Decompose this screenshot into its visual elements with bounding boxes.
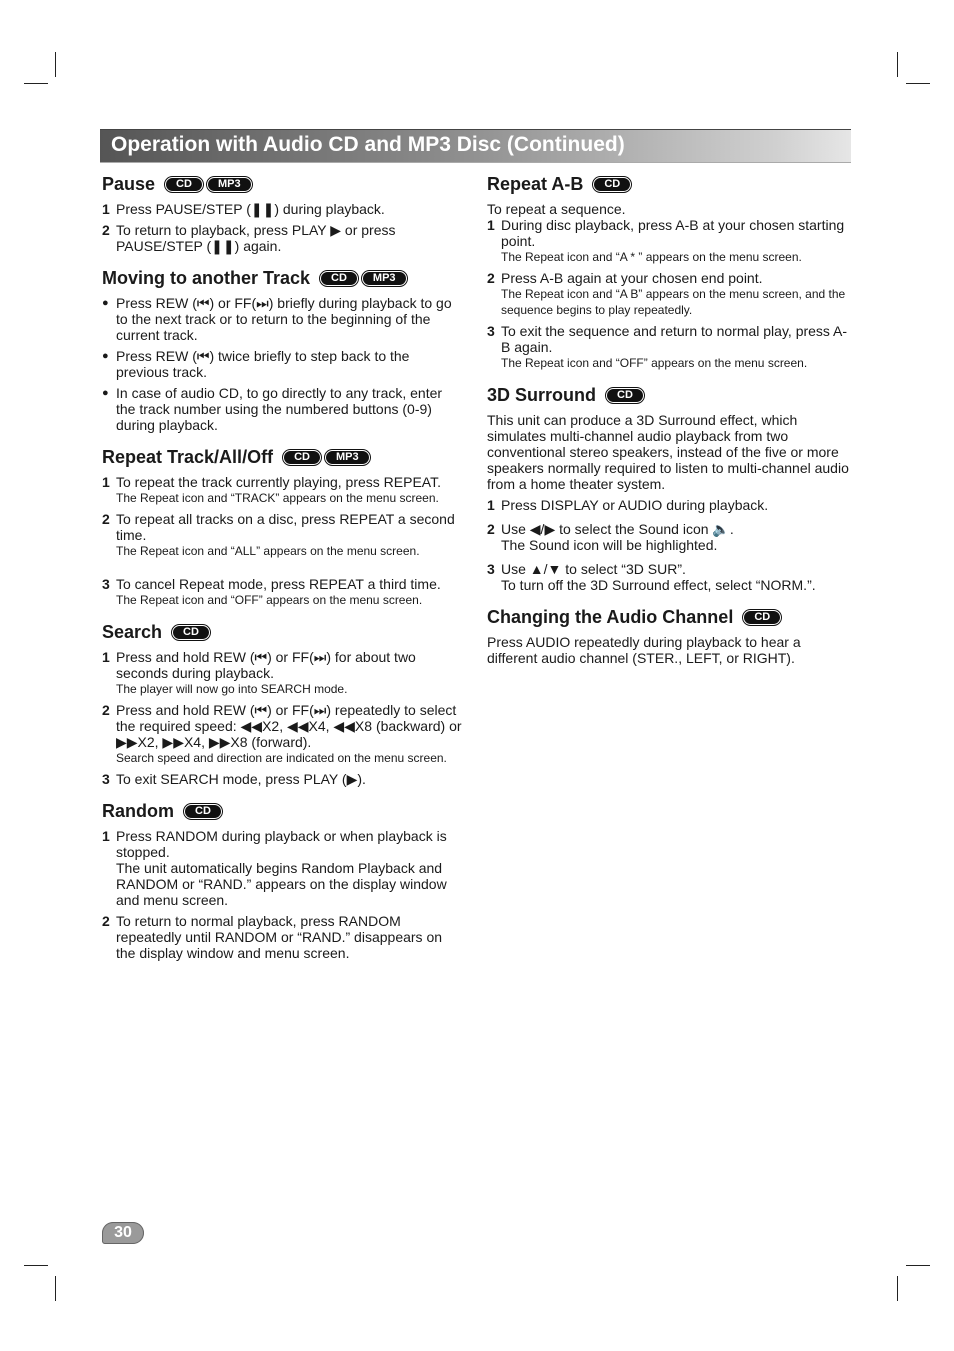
list-item: 2 Press and hold REW (⏮) or FF(⏭) repeatedly to select the required speed: ◀◀X2, ◀◀X4, ◀◀X8 (backward) or ▶▶X2, ▶▶X4, ▶▶X8 (forward). Search speed and direction are indicated on the menu screen. [102, 702, 462, 765]
list-item: 1 Press RANDOM during playback or when playback is stopped. The unit automatically begins Random Playback and RANDOM or “RAND.” appears on the display window and menu screen. [102, 828, 447, 908]
list-item: 3 To exit the sequence and return to normal play, press A-B again. The Repeat icon and “OFF” appears on the menu screen. [487, 323, 848, 370]
section-heading: 3D Surround CD [487, 385, 849, 406]
list-item: 1 During disc playback, press A-B at your chosen starting point. The Repeat icon and “A * ” appears on the menu screen. [487, 217, 845, 264]
page-number: 30 [102, 1222, 144, 1244]
section-pause [102, 174, 462, 254]
cd-badge: CD [593, 177, 631, 192]
list-item: 3 Use ▲/▼ to select “3D SUR”. To turn off the 3D Surround effect, select “NORM.”. [487, 561, 816, 593]
section-heading: Moving to another Track CD MP3 [102, 268, 462, 289]
cd-badge: CD [606, 388, 644, 403]
list-item: 1 Press PAUSE/STEP (❚❚) during playback. [102, 201, 385, 217]
crop-mark [55, 1276, 56, 1301]
cd-badge: CD [184, 804, 222, 819]
list-item: 2 To return to normal playback, press RANDOM repeatedly until RANDOM or “RAND.” disappears on the display window and menu screen. [102, 913, 443, 961]
list-item: ● In case of audio CD, to go directly to any track, enter the track number using the numbered buttons (0-9) during playback. [102, 385, 443, 433]
list-item: 1 Press DISPLAY or AUDIO during playback. [487, 497, 769, 513]
section-3d-surround [487, 385, 849, 593]
list-item: ● Press REW (⏮) twice briefly to step back to the previous track. [102, 348, 410, 380]
cd-badge: CD [743, 610, 781, 625]
cd-badge: CD [165, 177, 203, 192]
crop-mark [906, 83, 930, 84]
list-item: 1 To repeat the track currently playing, press REPEAT. The Repeat icon and “TRACK” appears on the menu screen. [102, 474, 441, 505]
right-column [487, 174, 849, 680]
section-heading: Repeat A-B CD [487, 174, 849, 195]
section-heading: Pause CD MP3 [102, 174, 462, 195]
crop-mark [55, 52, 56, 77]
section-heading: Changing the Audio Channel CD [487, 607, 849, 628]
mp3-badge: MP3 [207, 177, 252, 192]
section-search [102, 622, 462, 787]
title-banner [100, 129, 851, 163]
cd-badge: CD [172, 625, 210, 640]
list-item: 3 To cancel Repeat mode, press REPEAT a third time. The Repeat icon and “OFF” appears on the menu screen. [102, 576, 441, 607]
intro-text: Press AUDIO repeatedly during playback to hear a different audio channel (STER., LEFT, or RIGHT). [487, 634, 801, 666]
section-heading: Random CD [102, 801, 462, 822]
mp3-badge: MP3 [325, 450, 370, 465]
section-heading: Search CD [102, 622, 462, 643]
list-item: 2 To return to playback, press PLAY ▶ or press PAUSE/STEP (❚❚) again. [102, 222, 396, 254]
bullet-icon: ● [102, 350, 109, 362]
intro-text: To repeat a sequence. [487, 201, 626, 217]
crop-mark [897, 1276, 898, 1301]
page-title: Operation with Audio CD and MP3 Disc (Continued) [111, 133, 625, 156]
list-item: ● Press REW (⏮) or FF(⏭) briefly during playback to go to the next track or to return to the beginning of the current track. [102, 295, 452, 343]
section-moving-track [102, 268, 462, 433]
cd-badge: CD [320, 271, 358, 286]
bullet-icon: ● [102, 387, 109, 399]
crop-mark [906, 1265, 930, 1266]
list-item: 2 Press A-B again at your chosen end point. The Repeat icon and “A B” appears on the menu screen, and the sequence begins to play repeatedly. [487, 270, 846, 317]
cd-badge: CD [283, 450, 321, 465]
bullet-icon: ● [102, 297, 109, 309]
left-column [102, 174, 462, 975]
section-random [102, 801, 462, 961]
list-item: 2 Use ◀/▶ to select the Sound icon 🔈. The Sound icon will be highlighted. [487, 521, 734, 553]
crop-mark [24, 1265, 48, 1266]
section-repeat [102, 447, 462, 608]
section-repeat-ab [487, 174, 849, 371]
crop-mark [897, 52, 898, 77]
list-item: 3 To exit SEARCH mode, press PLAY (▶). [102, 771, 366, 787]
section-audio-channel [487, 607, 849, 666]
section-heading: Repeat Track/All/Off CD MP3 [102, 447, 462, 468]
mp3-badge: MP3 [362, 271, 407, 286]
intro-text: This unit can produce a 3D Surround effect, which simulates multi-channel audio playback from two conventional stereo speakers, instead of the five or more speakers normally required to listen to multi-channel audio from a home theater system. [487, 412, 849, 492]
list-item: 2 To repeat all tracks on a disc, press REPEAT a second time. The Repeat icon and “ALL” appears on the menu screen. [102, 511, 455, 558]
list-item: 1 Press and hold REW (⏮) or FF(⏭) for about two seconds during playback. The player will now go into SEARCH mode. [102, 649, 416, 696]
crop-mark [24, 83, 48, 84]
